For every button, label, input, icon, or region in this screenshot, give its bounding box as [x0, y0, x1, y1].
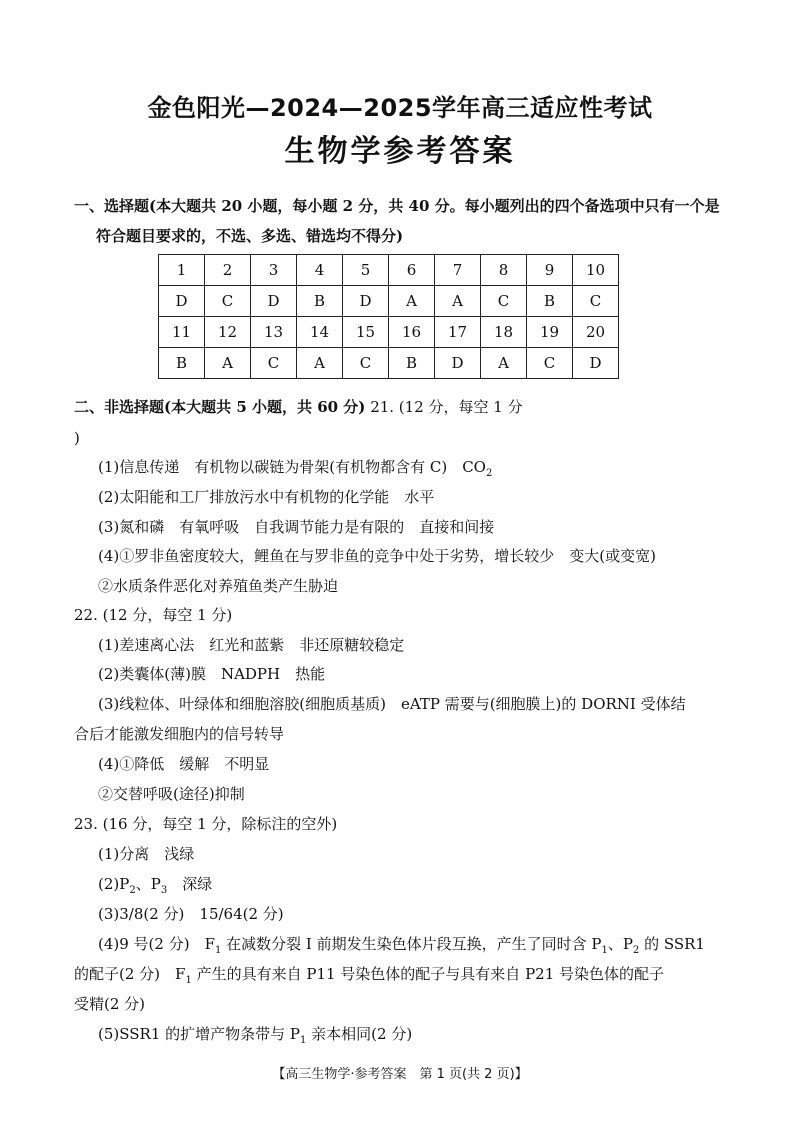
q22-answer-4b: ②交替呼吸(途径)抑制	[98, 785, 245, 803]
q23-a4-l2-sub: 1	[185, 975, 192, 986]
answer-table-cell: 12	[205, 317, 251, 348]
answer-table-cell: B	[159, 348, 205, 379]
answer-table-cell: C	[343, 348, 389, 379]
answer-table-cell: C	[251, 348, 297, 379]
answer-table-cell: 16	[389, 317, 435, 348]
answer-table-cell: 8	[481, 255, 527, 286]
answer-table-cell: 6	[389, 255, 435, 286]
q23-answer-4-line3: 受精(2 分)	[74, 995, 146, 1013]
q23-answer-3: (3)3/8(2 分) 15/64(2 分)	[98, 905, 284, 923]
q23-answer-2	[98, 874, 212, 901]
q22-answer-1: (1)差速离心法 红光和蓝紫 非还原糖较稳定	[98, 636, 405, 654]
q23-a4-part-c: 、P	[607, 935, 633, 953]
answer-table-cell: A	[481, 348, 527, 379]
answer-table-cell: C	[205, 286, 251, 317]
answer-table-cell: 10	[573, 255, 619, 286]
answer-table-cell: A	[297, 348, 343, 379]
q21-answer-2: (2)太阳能和工厂排放污水中有机物的化学能 水平	[98, 488, 435, 506]
answer-table-cell: 9	[527, 255, 573, 286]
document-subtitle: 生物学参考答案	[284, 134, 516, 169]
section1-instructions-line2: 符合题目要求的，不选、多选、错选均不得分)	[96, 227, 404, 245]
page-footer: 【高三生物学·参考答案 第 1 页(共 2 页)】	[272, 1067, 528, 1082]
q21-answer-4b: ②水质条件恶化对养殖鱼类产生胁迫	[98, 577, 339, 595]
answer-table-cell: C	[481, 286, 527, 317]
section2-heading-line	[74, 397, 523, 417]
q21-answer-4: (4)①罗非鱼密度较大，鲤鱼在与罗非鱼的竞争中处于劣势，增长较少 变大(或变宽)	[98, 547, 656, 565]
q21-answer-1-text: (1)信息传递 有机物以碳链为骨架(有机物都含有 C) CO	[98, 458, 486, 476]
q23-a5-part-b: 亲本相同(2 分)	[306, 1025, 413, 1043]
q23-answer-1: (1)分离 浅绿	[98, 845, 195, 863]
answer-table-cell: D	[435, 348, 481, 379]
q23-a4-l2-part-b: 产生的具有来自 P11 号染色体的配子与具有来自 P21 号染色体的配子	[191, 965, 665, 983]
q23-answer-5	[98, 1024, 412, 1051]
answer-table-cell: A	[205, 348, 251, 379]
answer-table-cell: 7	[435, 255, 481, 286]
section2-heading: 二、非选择题(本大题共 5 小题，共 60 分)	[74, 398, 366, 416]
q23-a2-sub1: 2	[129, 885, 136, 896]
q23-a4-sub3: 2	[632, 945, 640, 956]
answer-table-cell: D	[251, 286, 297, 317]
q22-answer-4: (4)①降低 缓解 不明显	[98, 755, 270, 773]
q22-heading: 22. (12 分，每空 1 分)	[74, 606, 233, 624]
q23-a4-sub2: 1	[601, 945, 608, 956]
answer-table-cell: 1	[159, 255, 205, 286]
q23-a2-tail: 深绿	[167, 875, 213, 893]
q21-heading: 21. (12 分，每空 1 分	[370, 398, 523, 416]
answer-table-cell: B	[297, 286, 343, 317]
exam-title: 金色阳光—2024—2025学年高三适应性考试	[147, 94, 653, 122]
q22-answer-3b: 合后才能激发细胞内的信号转导	[74, 725, 285, 743]
answer-table-cell: C	[527, 348, 573, 379]
q23-heading: 23. (16 分，每空 1 分，除标注的空外)	[74, 815, 338, 833]
answer-table-cell: 17	[435, 317, 481, 348]
q23-a2-mid: 、P	[135, 875, 161, 893]
answer-table-cell: C	[573, 286, 619, 317]
answer-table-cell: 5	[343, 255, 389, 286]
q21-answer-1-sub: 2	[485, 468, 493, 479]
answer-table-cell: 11	[159, 317, 205, 348]
q23-a4-part-b: 在减数分裂 Ⅰ 前期发生染色体片段互换，产生了同时含 P	[221, 935, 602, 953]
answer-table-cell: 14	[297, 317, 343, 348]
q23-answer-4	[98, 934, 705, 961]
answer-table-cell: 19	[527, 317, 573, 348]
section1-instructions-line1: 一、选择题(本大题共 20 小题，每小题 2 分，共 40 分。每小题列出的四个备选项中只有一个是	[74, 197, 720, 215]
answer-table-cell: B	[527, 286, 573, 317]
q23-a4-part-a: (4)9 号(2 分) F	[98, 935, 215, 953]
q21-answer-3: (3)氮和磷 有氧呼吸 自我调节能力是有限的 直接和间接	[98, 518, 495, 536]
answer-table-cell: B	[389, 348, 435, 379]
q23-a4-part-d: 的 SSR1	[639, 935, 705, 953]
q23-a5-sub: 1	[300, 1035, 307, 1046]
q22-answer-3: (3)线粒体、叶绿体和细胞溶胶(细胞质基质) eATP 需要与(细胞膜上)的 DORNI 受体结	[98, 695, 686, 713]
answer-table-cell: A	[389, 286, 435, 317]
q21-heading-close: )	[74, 429, 80, 447]
q21-answer-1	[98, 457, 492, 484]
answer-table-row	[159, 317, 619, 348]
answer-table-row	[159, 348, 619, 379]
answer-table-cell: D	[573, 348, 619, 379]
q23-a2-p: (2)P	[98, 875, 130, 893]
answer-table-cell: D	[159, 286, 205, 317]
q23-a5-part-a: (5)SSR1 的扩增产物条带与 P	[98, 1025, 301, 1043]
answer-table-cell: 3	[251, 255, 297, 286]
q23-answer-4-line2	[74, 964, 664, 991]
answer-table-cell: 13	[251, 317, 297, 348]
answer-table-cell: 18	[481, 317, 527, 348]
answer-table-cell: 2	[205, 255, 251, 286]
answer-table	[158, 254, 619, 379]
answer-table-cell: 20	[573, 317, 619, 348]
answer-table-row	[159, 255, 619, 286]
q23-a4-l2-part-a: 的配子(2 分) F	[74, 965, 186, 983]
q22-answer-2: (2)类囊体(薄)膜 NADPH 热能	[98, 665, 326, 683]
answer-table-cell: 4	[297, 255, 343, 286]
q23-a2-sub2: 3	[160, 885, 168, 896]
answer-table-cell: D	[343, 286, 389, 317]
answer-table-row	[159, 286, 619, 317]
answer-table-cell: A	[435, 286, 481, 317]
answer-table-cell: 15	[343, 317, 389, 348]
q23-a4-sub1: 1	[214, 945, 222, 956]
